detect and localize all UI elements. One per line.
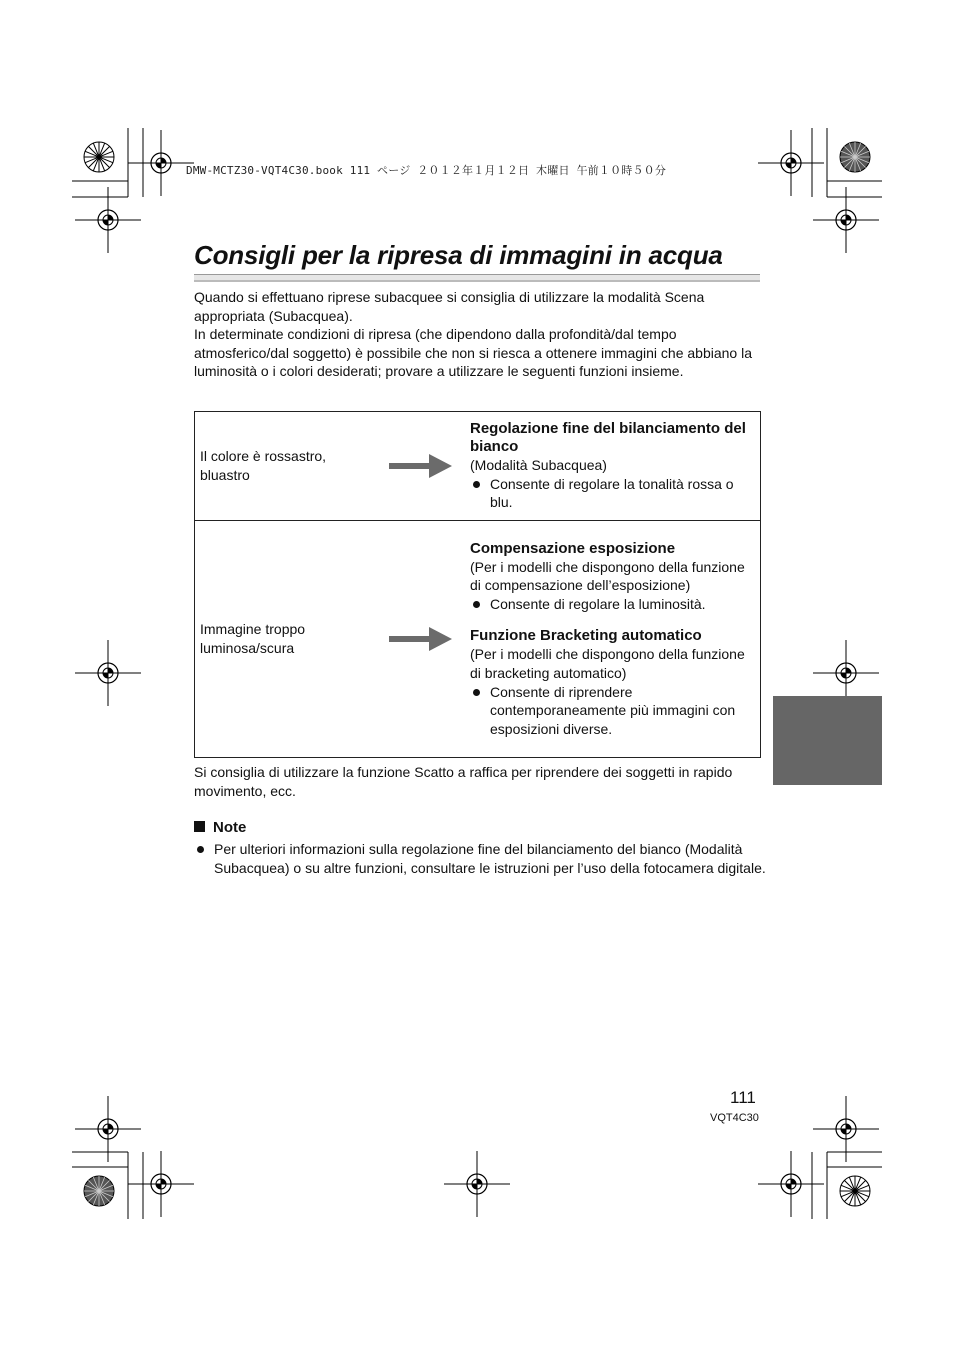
print-header: DMW-MCTZ30-VQT4C30.book 111 ページ ２０１２年１月１２日 木曜日 午前１０時５０分 <box>186 164 667 177</box>
square-bullet-icon <box>194 821 205 832</box>
solution-title: Compensazione esposizione <box>470 539 676 557</box>
intro-paragraph: In determinate condizioni di ripresa (che dipendono dalla profondità/dal tempo atmosferico/dal soggetto) è possibile che non si riesca a ottenere immagini che abbiano la luminosità o i colori desiderati; provare a utilizzare le seguenti funzioni insieme. <box>194 326 752 380</box>
arrow-right-icon <box>389 626 453 652</box>
side-tab <box>773 696 882 785</box>
arrow-cell <box>378 521 470 758</box>
tips-table <box>194 411 761 758</box>
solution-cell <box>470 412 761 521</box>
solution-note: (Modalità Subacquea) <box>470 457 607 474</box>
page-title: Consigli per la ripresa di immagini in acqua <box>194 240 723 270</box>
table-row <box>195 521 761 758</box>
note-heading <box>194 819 246 836</box>
spacer <box>470 613 752 627</box>
condition-cell <box>195 521 379 758</box>
solution-note: (Per i modelli che dispongono della funzione di bracketing automatico) <box>470 646 745 681</box>
solution-bullet: Consente di regolare la tonalità rossa o blu. <box>470 475 752 512</box>
table-row <box>195 412 761 521</box>
after-table-text: Si consiglia di utilizzare la funzione Scatto a raffica per riprendere dei soggetti in rapido movimento, ecc. <box>194 764 733 799</box>
intro-paragraph: Quando si effettuano riprese subacquee si consiglia di utilizzare la modalità Scena appropriata (Subacquea). <box>194 289 705 324</box>
page-number: 111 <box>730 1088 756 1107</box>
solution-bullet: Consente di riprendere contemporaneamente più immagini con esposizioni diverse. <box>470 683 752 739</box>
solution-note: (Per i modelli che dispongono della funzione di compensazione dell’esposizione) <box>470 558 745 594</box>
note-heading-label: Note <box>213 819 247 836</box>
condition-cell <box>195 412 379 521</box>
arrow-right-icon <box>389 453 453 479</box>
title-rule <box>194 274 760 282</box>
note-bullet: Per ulteriori informazioni sulla regolazione fine del bilanciamento del bianco (Modalità Subacquea) o su altre funzioni, consultare le istruzioni per l’uso della fotocamera digitale. <box>194 840 780 877</box>
intro-text <box>194 288 754 381</box>
arrow-cell <box>378 412 470 521</box>
solution-cell <box>470 521 761 758</box>
condition-text: Il colore è rossastro, bluastro <box>200 448 327 483</box>
condition-text: Immagine troppo luminosa/scura <box>200 621 306 656</box>
solution-title: Funzione Bracketing automatico <box>470 627 702 645</box>
page-code: VQT4C30 <box>710 1112 759 1124</box>
solution-title: Regolazione fine del bilanciamento del bianco <box>470 420 746 456</box>
solution-bullet: Consente di regolare la luminosità. <box>470 595 752 614</box>
